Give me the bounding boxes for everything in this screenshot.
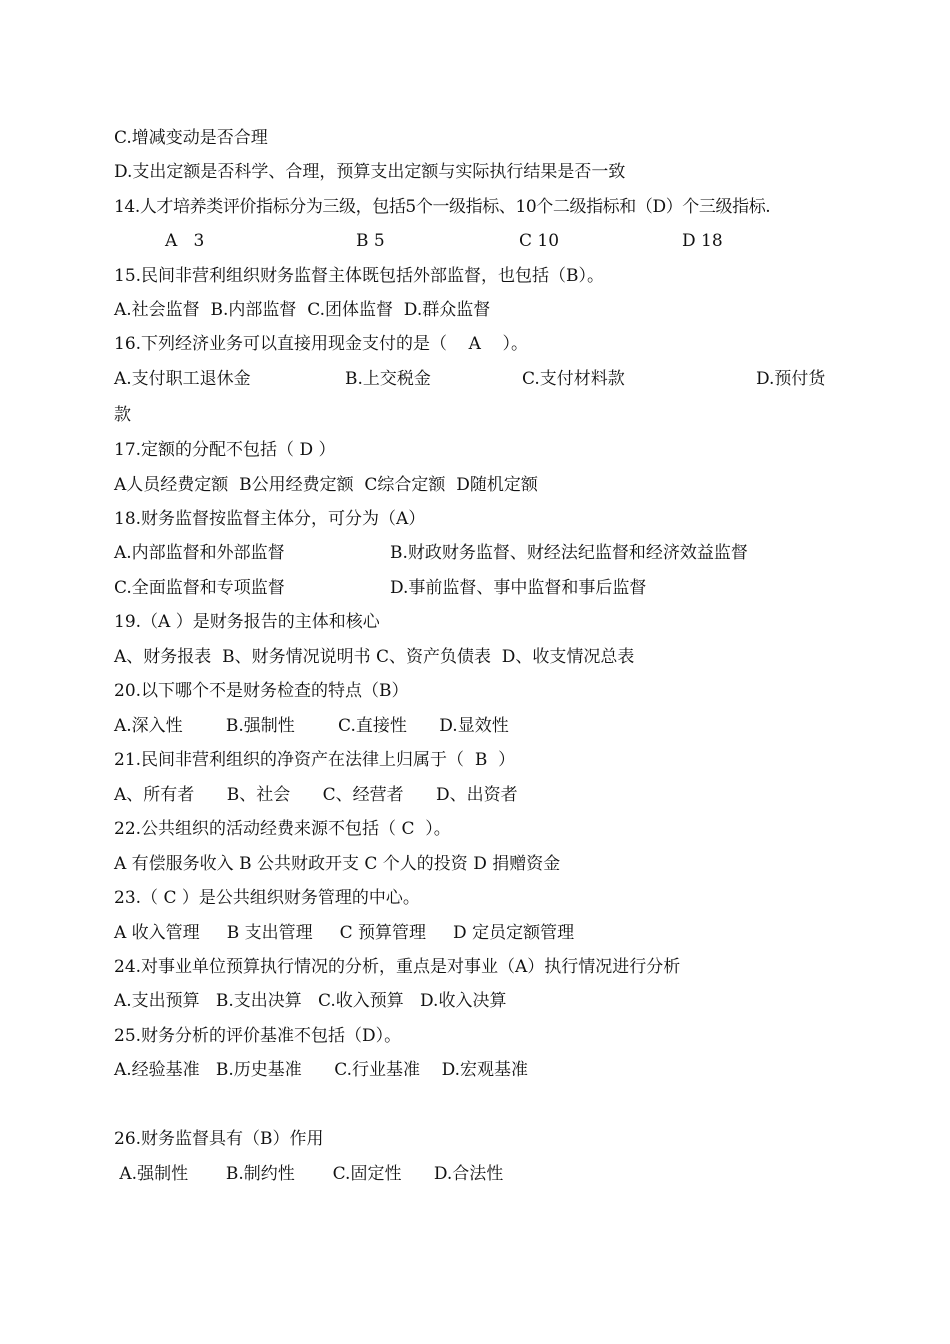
- q18-option-b: B.财政财务监督、财经法纪监督和经济效益监督: [390, 543, 748, 563]
- question-17: 17.定额的分配不包括（ D ）: [114, 440, 336, 460]
- q23-options: A 收入管理 B 支出管理 C 预算管理 D 定员定额管理: [114, 923, 575, 943]
- question-16: 16.下列经济业务可以直接用现金支付的是（ A ）。: [114, 334, 529, 354]
- q22-options: A 有偿服务收入 B 公共财政开支 C 个人的投资 D 捐赠资金: [114, 854, 561, 874]
- q20-options: A.深入性 B.强制性 C.直接性 D.显效性: [114, 716, 509, 736]
- text-line: 款: [114, 405, 131, 425]
- question-21: 21.民间非营利组织的净资产在法律上归属于（ B ）: [114, 750, 516, 770]
- q16-option-a: A.支付职工退休金: [114, 369, 251, 389]
- q21-options: A、所有者 B、社会 C、经营者 D、出资者: [114, 785, 518, 805]
- q19-options: A、财务报表 B、财务情况说明书 C、资产负债表 D、收支情况总表: [114, 647, 635, 667]
- question-24: 24.对事业单位预算执行情况的分析，重点是对事业（A）执行情况进行分析: [114, 957, 681, 977]
- question-26: 26.财务监督具有（B）作用: [114, 1129, 324, 1149]
- q18-option-a: A.内部监督和外部监督: [114, 543, 285, 563]
- q14-option-a: A 3: [165, 231, 205, 251]
- q17-options: A人员经费定额 B公用经费定额 C综合定额 D随机定额: [114, 475, 538, 495]
- q16-option-b: B.上交税金: [345, 369, 431, 389]
- q24-options: A.支出预算 B.支出决算 C.收入预算 D.收入决算: [114, 991, 507, 1011]
- question-22: 22.公共组织的活动经费来源不包括（ C ）。: [114, 819, 451, 839]
- q18-option-d: D.事前监督、事中监督和事后监督: [390, 578, 647, 598]
- question-23: 23.（ C ）是公共组织财务管理的中心。: [114, 888, 420, 908]
- q16-option-d: D.预付货: [756, 369, 826, 389]
- q15-options: A.社会监督 B.内部监督 C.团体监督 D.群众监督: [114, 300, 491, 320]
- text-line: C.增减变动是否合理: [114, 128, 268, 148]
- q18-option-c: C.全面监督和专项监督: [114, 578, 285, 598]
- q14-option-c: C 10: [519, 231, 560, 251]
- question-18: 18.财务监督按监督主体分，可分为（A）: [114, 509, 426, 529]
- question-19: 19.（A ）是财务报告的主体和核心: [114, 612, 380, 632]
- question-14: 14.人才培养类评价指标分为三级，包括5个一级指标、10个二级指标和（D）个三级指标.: [114, 197, 771, 217]
- q26-options: A.强制性 B.制约性 C.固定性 D.合法性: [114, 1164, 504, 1184]
- text-line: D.支出定额是否科学、合理，预算支出定额与实际执行结果是否一致: [114, 162, 626, 182]
- q25-options: A.经验基准 B.历史基准 C.行业基准 D.宏观基准: [114, 1060, 529, 1080]
- question-20: 20.以下哪个不是财务检查的特点（B）: [114, 681, 409, 701]
- question-25: 25.财务分析的评价基准不包括（D）。: [114, 1026, 402, 1046]
- q14-option-b: B 5: [356, 231, 385, 251]
- question-15: 15.民间非营利组织财务监督主体既包括外部监督，也包括（B）。: [114, 266, 605, 286]
- q14-option-d: D 18: [682, 231, 723, 251]
- q16-option-c: C.支付材料款: [522, 369, 625, 389]
